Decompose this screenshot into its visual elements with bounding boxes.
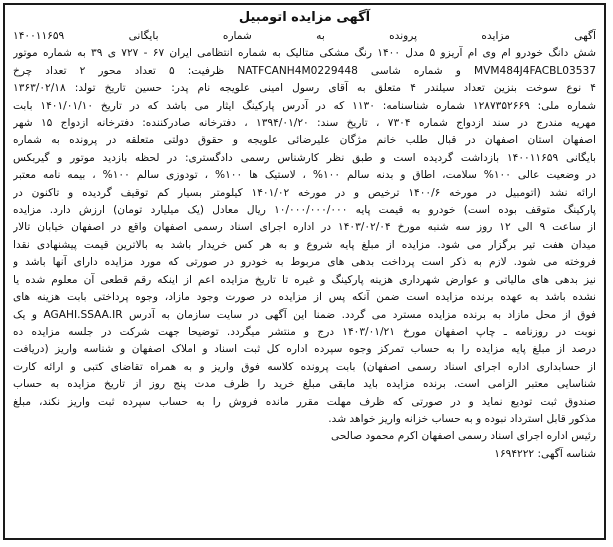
notice-body (13, 28, 596, 428)
notice-line: از ساعت ۹ الی ۱۲ روز سه شنبه مورخ ۱۴۰۳/۰۲/۰۴ در اداره اجرای اسناد رسمی اصفهان واقع در اصفهان خیابان تالار (13, 221, 596, 234)
notice-line: بایگانی ۱۴۰۰۱۱۶۵۹ بازداشت گردیده است و طبق نظر کارشناس رسمی دادگستری: در لحظه بازدید موتور و گیربکس (13, 151, 596, 164)
notice-line: درصد از مبلغ پایه مزایده را به حساب تمرکز وجوه سپرده اداره کل ثبت اسناد و املاک اصفهان و شناسه واریز (دریافت (13, 343, 596, 356)
notice-signature: رئیس اداره اجرای اسناد رسمی اصفهان اکرم محمود صالحی (331, 430, 596, 443)
notice-line: نوبت در روزنامه ـ چاپ اصفهان مورخ ۱۴۰۳/۰۱/۲۱ درج و منتشر میگردد. توضیحا جهت شرکت در جلسه مزایده ده (13, 325, 596, 338)
notice-line: MVM484J4FACBL03537 و شماره شاسی NATFCANH4M0229448 ظرفیت: ۵ تعداد محور ۲ تعداد چرخ (13, 64, 596, 77)
notice-line: مهریه مندرج در سند ازدواج شماره ۷۳۰۴ ، تاریخ سند: ۱۳۹۴/۰۱/۲۰ ، دفترخانه صادرکننده: دفترخانه ازدواج ۱۵ شهر (13, 117, 596, 130)
notice-line: شش دانگ خودرو ام وی ام آریزو ۵ مدل ۱۴۰۰ رنگ مشکی متالیک به شماره انتظامی ایران ۶۷ - ۷۲۷ ی ۳۹ به شماره موتور (13, 47, 596, 60)
notice-line: شناسایی معتبر الزامی است. برنده مزایده باید مابقی مبلغ خرید را ظرف مدت پنج روز از تاریخ مزایده به حساب (13, 378, 596, 391)
notice-line: نشده باشد به عهده برنده مزایده است ضمن آنکه پس از مزایده در صورت وجود مازاد، وجوه پرداختی بابت هزینه های (13, 291, 596, 304)
notice-line: نیز بدهی های مالیاتی و عوارض شهرداری هزینه پارکینگ و غیره تا تاریخ مزایده اعم از اینکه رقم قطعی آن معلوم شده یا (13, 273, 596, 286)
notice-line: از حسابداری اداره اجرای اسناد رسمی اصفهان) بابت پرونده کلاسه فوق واریز و به همراه تقاضای کتبی و ارائه کارت (13, 360, 596, 373)
notice-line: پارکینگ متوقف بوده است) خودرو به قیمت پایه ۱۰/۰۰۰/۰۰۰/۰۰۰ ریال معادل (یک میلیارد تومان) ارزش دارد. مزایده (13, 204, 596, 217)
notice-ad-id: شناسه آگهی: ۱۶۹۴۲۲۲ (494, 447, 596, 460)
notice-line: ارائه نشد (اتومبیل در مورخه ۱۴۰۰/۶ ترخیص و در مورخه ۱۴۰۱/۰۲ کیلومتر بسیار کم توقیف گردیده و تاکنون در (13, 186, 596, 199)
notice-line: آگهی مزایده پرونده به شماره بایگانی ۱۴۰۰۱۱۶۵۹ (13, 30, 596, 42)
notice-line: مذکور قابل استرداد نبوده و به حساب خزانه واریز خواهد شد. (328, 412, 596, 425)
notice-line: اصفهان استان اصفهان در قبال طلب خانم مژگان علیرضائی علویجه و حقوق دولتی متعلقه در پرونده به شماره (13, 134, 596, 147)
notice-line: فروخته می شود. لازم به ذکر است پرداخت بدهی های مربوط به خودرو در صورتی که مورد مزایده دارای آنها باشد و (13, 256, 596, 269)
notice-line: فوق از محل مازاد به برنده مزایده مسترد می گردد. ضمنا این آگهی در سایت سازمان به آدرس AGAHI.SSAA.IR و یک (13, 308, 596, 321)
auction-notice (3, 3, 606, 540)
notice-line: در وضعیت عالی ۱۰۰% سلامت، اطاق و بدنه سالم ۱۰۰% ، لاستیک ها ۱۰۰% ، تودوزی سالم ۱۰۰% ، بیمه نامه معتبر (13, 169, 596, 182)
notice-line: میدان هفت تیر برگزار می شود. مزایده از مبلغ پایه شروع و به هر کس خریدار باشد به بالاترین قیمت پیشنهادی نقدا (13, 238, 596, 251)
notice-line: صندوق ثبت تودیع نماید و در صورتی که ظرف مهلت مقرر مانده فروش را به حساب سپرده ثبت واریز نکند، مبلغ (13, 395, 596, 408)
notice-title: آگهی مزایده اتومبیل (238, 10, 371, 25)
notice-line: شماره ملی: ۱۲۸۷۳۵۲۶۶۹ شماره شناسنامه: ۱۱۳۰ که در آدرس پارکینگ ایثار می باشد که در تاریخ ۱۴۰۱/۰۱/۱۰ بابت (13, 99, 596, 112)
notice-line: ۴ نوع سوخت بنزین تعداد سیلندر ۴ متعلق به آقای رسول امینی علویجه نام پدر: حسین تاریخ تولد: ۱۳۶۳/۰۲/۱۸ (13, 82, 596, 95)
